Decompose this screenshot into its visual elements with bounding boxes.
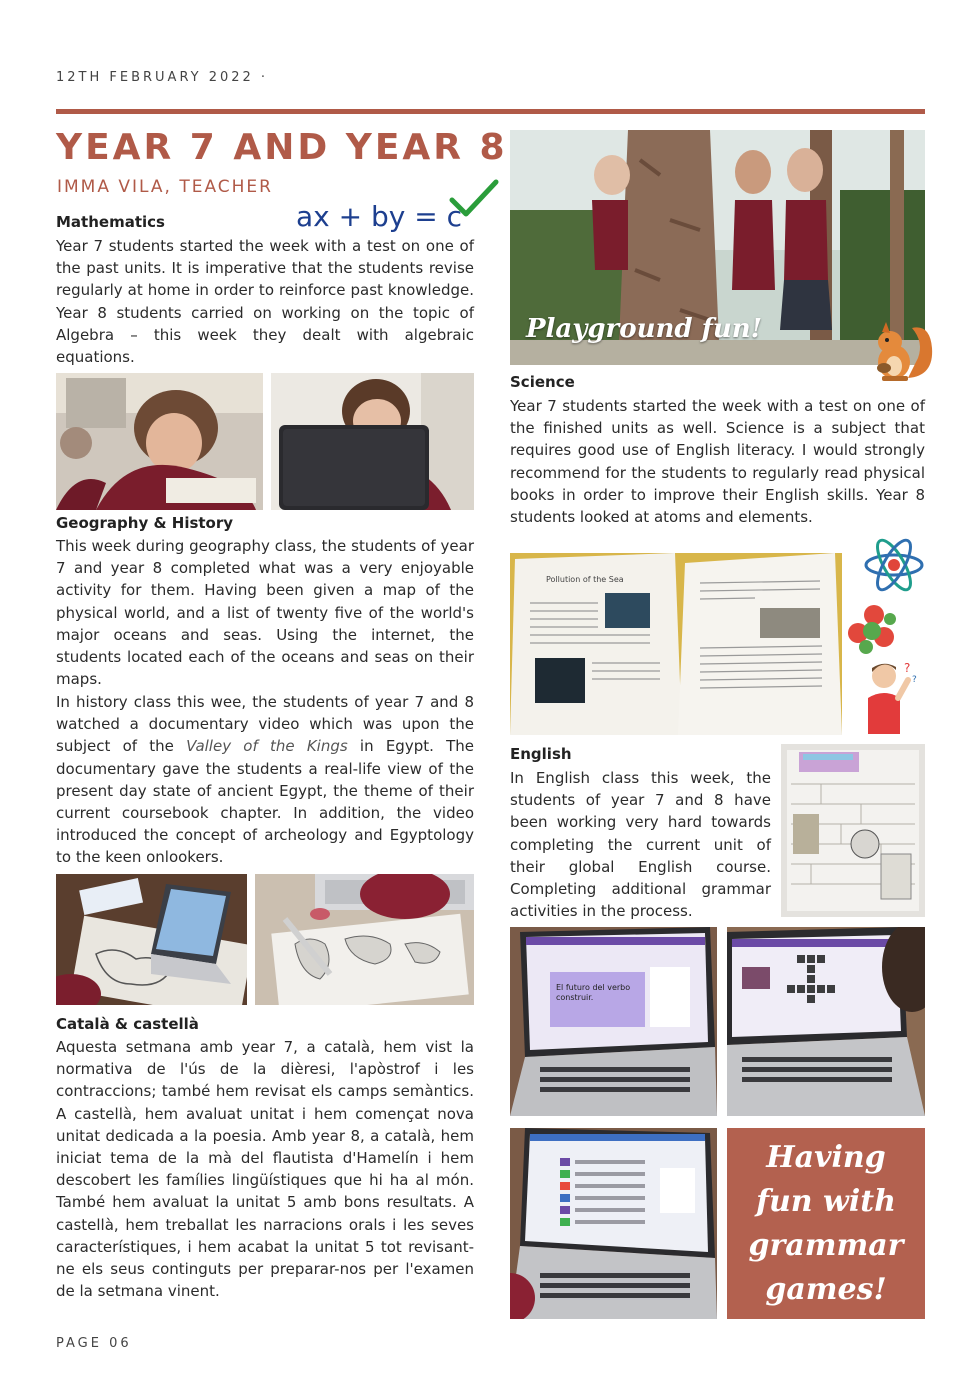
math-heading: Mathematics [56,213,165,231]
grammar-games-banner [727,1128,925,1319]
confused-person-icon [854,658,920,734]
geography-photo-world-map [255,874,474,1005]
english-heading: English [510,745,572,763]
grammar-photo-laptop-3 [510,1128,717,1319]
science-photo-documents [510,553,842,735]
geography-paragraph: This week during geography class, the students of year 7 and year 8 completed what was a very enjoyable activity for them. Having been given a map of the physical world, and a list of twenty five of the world's major oceans and seas. Using the internet, the students located each of the oceans and seas on their maps. [56,537,474,689]
svg-text:?: ? [904,661,911,675]
science-paragraph: Year 7 students started the week with a test on one of the finished units as well. Science is a subject that requires good use of English literacy. I would strongly recommend for the students to regularly read physical books in order to improve their English skills. Year 8 students looked at atoms and elements. [510,397,925,527]
grammar-screen-text: El futuro del verbo construir. [556,983,631,1002]
catala-heading: Català & castellà [56,1015,199,1033]
page-number: PAGE 06 [56,1336,132,1351]
molecule-icon [846,603,900,655]
math-paragraph: Year 7 students started the week with a test on one of the past units. It is imperative that the students revise regularly at home in order to reinforce past knowledge. Year 8 students carried on working on the topic of Algebra – this week they dealt with algebraic equations. [56,237,474,367]
math-photo-student-laptop [271,373,474,510]
playground-caption: Playground fun! [526,314,763,344]
svg-text:?: ? [912,675,917,685]
catala-paragraph: Aquesta setmana amb year 7, a català, hem vist la normativa de l'ús de la dièresi, l'apòstrof i les contraccions; també hem revisat els camps semàntics. A castellà, hem avaluat unitat i hem començat nova unitat dedicada a la poesia. Amb year 8, a català, hem iniciat tema de la mà del flautista d'Hamelín i hem descobert les famílies lingüístiques que hi ha al món. També hem avaluat la unitat 5 amb bons resultats. A castellà, hem treballat les narracions orals i les seves característiques, i hem acabat la unitat 5 tot revisant-ne els seus continguts per preparar-nos per l'examen de la setmana vinent. [56,1038,474,1301]
geography-heading: Geography & History [56,514,234,532]
science-heading: Science [510,373,575,391]
formula-decoration [296,178,506,238]
atom-icon [862,534,926,596]
grammar-photo-laptop-2 [727,927,925,1116]
grammar-games-text: Having fun with grammar games! [748,1139,904,1307]
author-subtitle: IMMA VILA, TEACHER [57,177,273,197]
formula-text: ax + by = c [296,200,462,233]
checkmark-icon [448,178,500,218]
english-photo-drawing [781,744,925,917]
history-text-b: in Egypt. The documentary gave the students a real-life view of the present day state of ancient Egypt, the theme of their current coursebook chapter. In addition, the video introduced the concept of archeology and Egyptology to the keen onlookers. [56,737,474,867]
history-paragraph [56,691,474,869]
grammar-photo-laptop-1 [510,927,717,1116]
english-paragraph: In English class this week, the students of year 7 and 8 have been working very hard towards completing the current unit of their global English course. Completing additional grammar activities in the process. [510,769,771,921]
squirrel-icon [864,318,938,384]
history-text-a: In history class this wee, the students of year 7 and 8 watched a documentary video which was upon the subject of the [56,693,474,756]
valley-of-kings: Valley of the Kings [186,737,348,756]
playground-photo [510,130,925,365]
math-photo-student-writing [56,373,263,510]
science-doc-title: Pollution of the Sea [546,575,624,584]
page-title: YEAR 7 AND YEAR 8 [56,127,508,168]
issue-date: 12TH FEBRUARY 2022 · [56,70,269,85]
header-divider [56,109,925,114]
geography-photo-laptop-map [56,874,247,1005]
